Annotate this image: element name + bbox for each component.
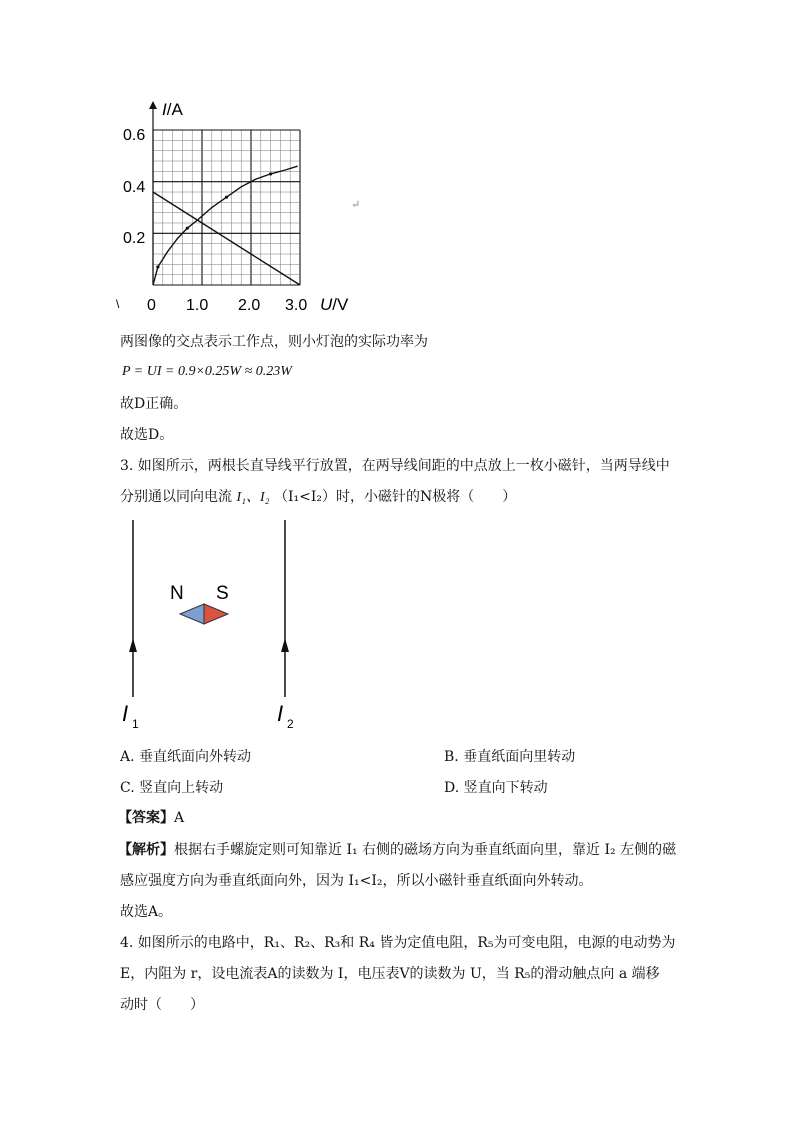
answer-tag: 【答案】 [118, 810, 174, 826]
answer-line [118, 808, 184, 828]
data-point [156, 265, 159, 268]
x-tick-label: 0 [147, 297, 156, 314]
series-bulb-line [153, 166, 298, 285]
wire-2-arrow [281, 638, 289, 652]
question-4-line2: E，内阻为 r，设电流表A的读数为 I，电压表V的读数为 U，当 R₅的滑动触点向 a 端移 [120, 966, 660, 982]
return-mark: ↵ [351, 198, 361, 211]
data-point [269, 172, 272, 175]
current-i2-sub: 2 [287, 717, 294, 731]
option-d: D. 竖直向下转动 [444, 780, 548, 796]
paragraph-choose-d: 故选D。 [120, 427, 174, 443]
analysis-tag: 【解析】 [118, 842, 174, 858]
analysis-line1 [118, 840, 676, 860]
graph-curves [153, 166, 300, 285]
data-point [186, 227, 189, 230]
compass-n-label: N [170, 583, 184, 604]
compass-s-label: S [216, 583, 229, 604]
current-i1-sub: 1 [132, 717, 139, 731]
paragraph-d-correct: 故D正确。 [120, 396, 188, 412]
data-point [225, 196, 228, 199]
series-source-line [153, 192, 300, 285]
compass-north-half [180, 604, 204, 624]
paragraph-intersection: 两图像的交点表示工作点，则小灯泡的实际功率为 [120, 334, 428, 350]
x-tick-label: 2.0 [238, 297, 261, 314]
wire-1-arrow [129, 638, 137, 652]
current-i1-label: I [122, 701, 129, 726]
q3-text-c: （I₁<I₂）时，小磁针的N极将（ ） [273, 489, 517, 505]
analysis-line2: 感应强度方向为垂直纸面向外，因为 I₁<I₂，所以小磁针垂直纸面向外转动。 [120, 873, 593, 889]
graph-grid [149, 101, 300, 285]
question-4-line1: 4. 如图所示的电路中，R₁、R₂、R₃和 R₄ 皆为定值电阻，R₅为可变电阻，电源的电动势为 [120, 935, 676, 951]
y-axis-arrow [149, 101, 157, 109]
wires-figure [112, 515, 312, 740]
question-3-line2 [120, 487, 516, 508]
option-b: B. 垂直纸面向里转动 [444, 749, 576, 765]
y-tick-label: 0.6 [123, 127, 146, 144]
x-tick-label: 1.0 [186, 297, 209, 314]
answer-value: A [174, 810, 185, 826]
iu-graph [110, 95, 370, 320]
q3-currents: I₁、I₂ [236, 490, 270, 505]
y-tick-label: 0.2 [123, 230, 146, 247]
question-4-line3: 动时（ ） [120, 997, 204, 1013]
y-tick-label: 0.4 [123, 179, 146, 196]
question-3-line1: 3. 如图所示，两根长直导线平行放置，在两导线间距的中点放上一枚小磁针，当两导线中 [120, 458, 670, 474]
paragraph-choose-a: 故选A。 [120, 904, 173, 920]
current-i2-label: I [277, 701, 284, 726]
analysis-text-1: 根据右手螺旋定则可知靠近 I₁ 右侧的磁场方向为垂直纸面向里，靠近 I₂ 左侧的磁 [174, 842, 677, 858]
compass-south-half [204, 604, 228, 624]
power-formula: P = UI = 0.9×0.25W ≈ 0.23W [122, 364, 292, 379]
q3-text-a: 分别通以同向电流 [120, 489, 232, 505]
option-c: C. 竖直向上转动 [120, 780, 224, 796]
option-a: A. 垂直纸面向外转动 [120, 749, 252, 765]
stray-mark: \ [116, 297, 120, 311]
x-axis-label: U/V [320, 295, 349, 314]
y-axis-label: I/A [162, 100, 183, 119]
x-tick-label: 3.0 [285, 297, 308, 314]
